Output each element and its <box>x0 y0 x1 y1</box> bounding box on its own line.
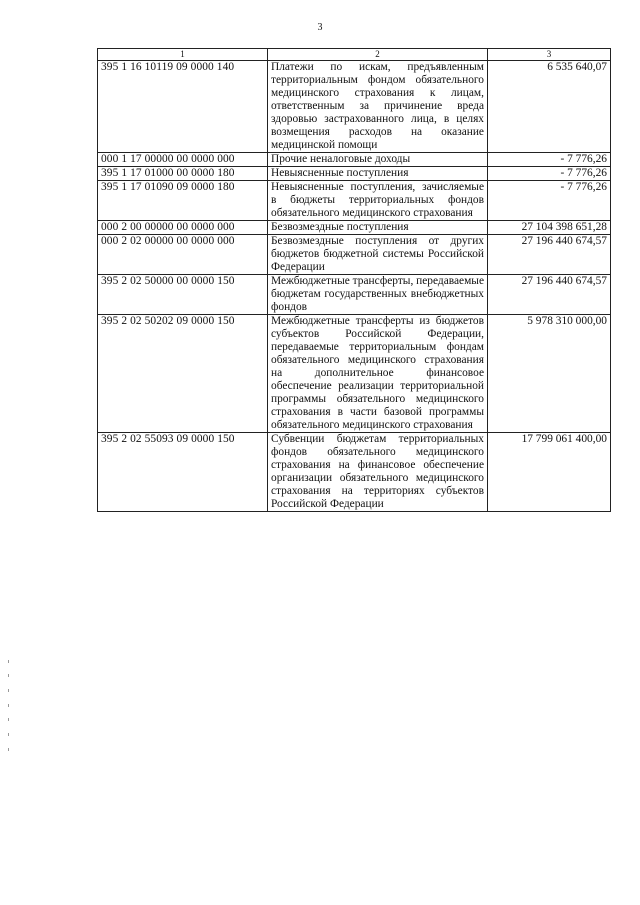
revenue-name: Невыясненные поступления, зачисляемые в бюджеты территориальных фондов обязательного медицинского страхования <box>268 181 488 221</box>
budget-code: 395 2 02 50000 00 0000 150 <box>98 275 268 315</box>
binding-margin-marks <box>8 660 10 760</box>
budget-code: 000 2 00 00000 00 0000 000 <box>98 221 268 235</box>
revenue-name: Прочие неналоговые доходы <box>268 153 488 167</box>
amount: 6 535 640,07 <box>488 61 611 153</box>
table-header-row <box>98 49 611 61</box>
budget-code: 000 2 02 00000 00 0000 000 <box>98 235 268 275</box>
table-row <box>98 181 611 221</box>
table-row <box>98 167 611 181</box>
table-row <box>98 153 611 167</box>
budget-code: 000 1 17 00000 00 0000 000 <box>98 153 268 167</box>
budget-code: 395 1 17 01090 09 0000 180 <box>98 181 268 221</box>
table-row <box>98 275 611 315</box>
table-row <box>98 61 611 153</box>
revenue-name: Межбюджетные трансферты, передаваемые бюджетам государственных внебюджетных фондов <box>268 275 488 315</box>
amount: - 7 776,26 <box>488 167 611 181</box>
revenue-name: Безвозмездные поступления от других бюджетов бюджетной системы Российской Федерации <box>268 235 488 275</box>
column-header-2: 2 <box>268 49 488 61</box>
amount: 27 104 398 651,28 <box>488 221 611 235</box>
budget-code: 395 2 02 50202 09 0000 150 <box>98 315 268 433</box>
budget-code: 395 1 16 10119 09 0000 140 <box>98 61 268 153</box>
revenue-name: Невыясненные поступления <box>268 167 488 181</box>
revenue-name: Платежи по искам, предъявленным территориальным фондом обязательного медицинского страхования к лицам, ответственным за причинение вреда здоровью застрахованного лица, в целях возмещения расходов на оказание медицинской помощи <box>268 61 488 153</box>
table-row <box>98 433 611 512</box>
revenue-name: Межбюджетные трансферты из бюджетов субъектов Российской Федерации, передаваемые территориальным фондам обязательного медицинского страхования на дополнительное финансовое обеспечение реализации территориальной программы обязательного медицинского страхования в части базовой программы обязательного медицинского страхования <box>268 315 488 433</box>
amount: 17 799 061 400,00 <box>488 433 611 512</box>
amount: - 7 776,26 <box>488 153 611 167</box>
amount: 27 196 440 674,57 <box>488 235 611 275</box>
revenue-name: Субвенции бюджетам территориальных фондов обязательного медицинского страхования на финансовое обеспечение организации обязательного медицинского страхования на территориях субъектов Российской Федерации <box>268 433 488 512</box>
revenue-name: Безвозмездные поступления <box>268 221 488 235</box>
amount: - 7 776,26 <box>488 181 611 221</box>
table-row <box>98 235 611 275</box>
amount: 27 196 440 674,57 <box>488 275 611 315</box>
page-number: 3 <box>317 22 323 33</box>
table-row <box>98 221 611 235</box>
budget-code: 395 1 17 01000 00 0000 180 <box>98 167 268 181</box>
amount: 5 978 310 000,00 <box>488 315 611 433</box>
table-row <box>98 315 611 433</box>
budget-table <box>97 48 611 512</box>
budget-code: 395 2 02 55093 09 0000 150 <box>98 433 268 512</box>
column-header-3: 3 <box>488 49 611 61</box>
column-header-1: 1 <box>98 49 268 61</box>
